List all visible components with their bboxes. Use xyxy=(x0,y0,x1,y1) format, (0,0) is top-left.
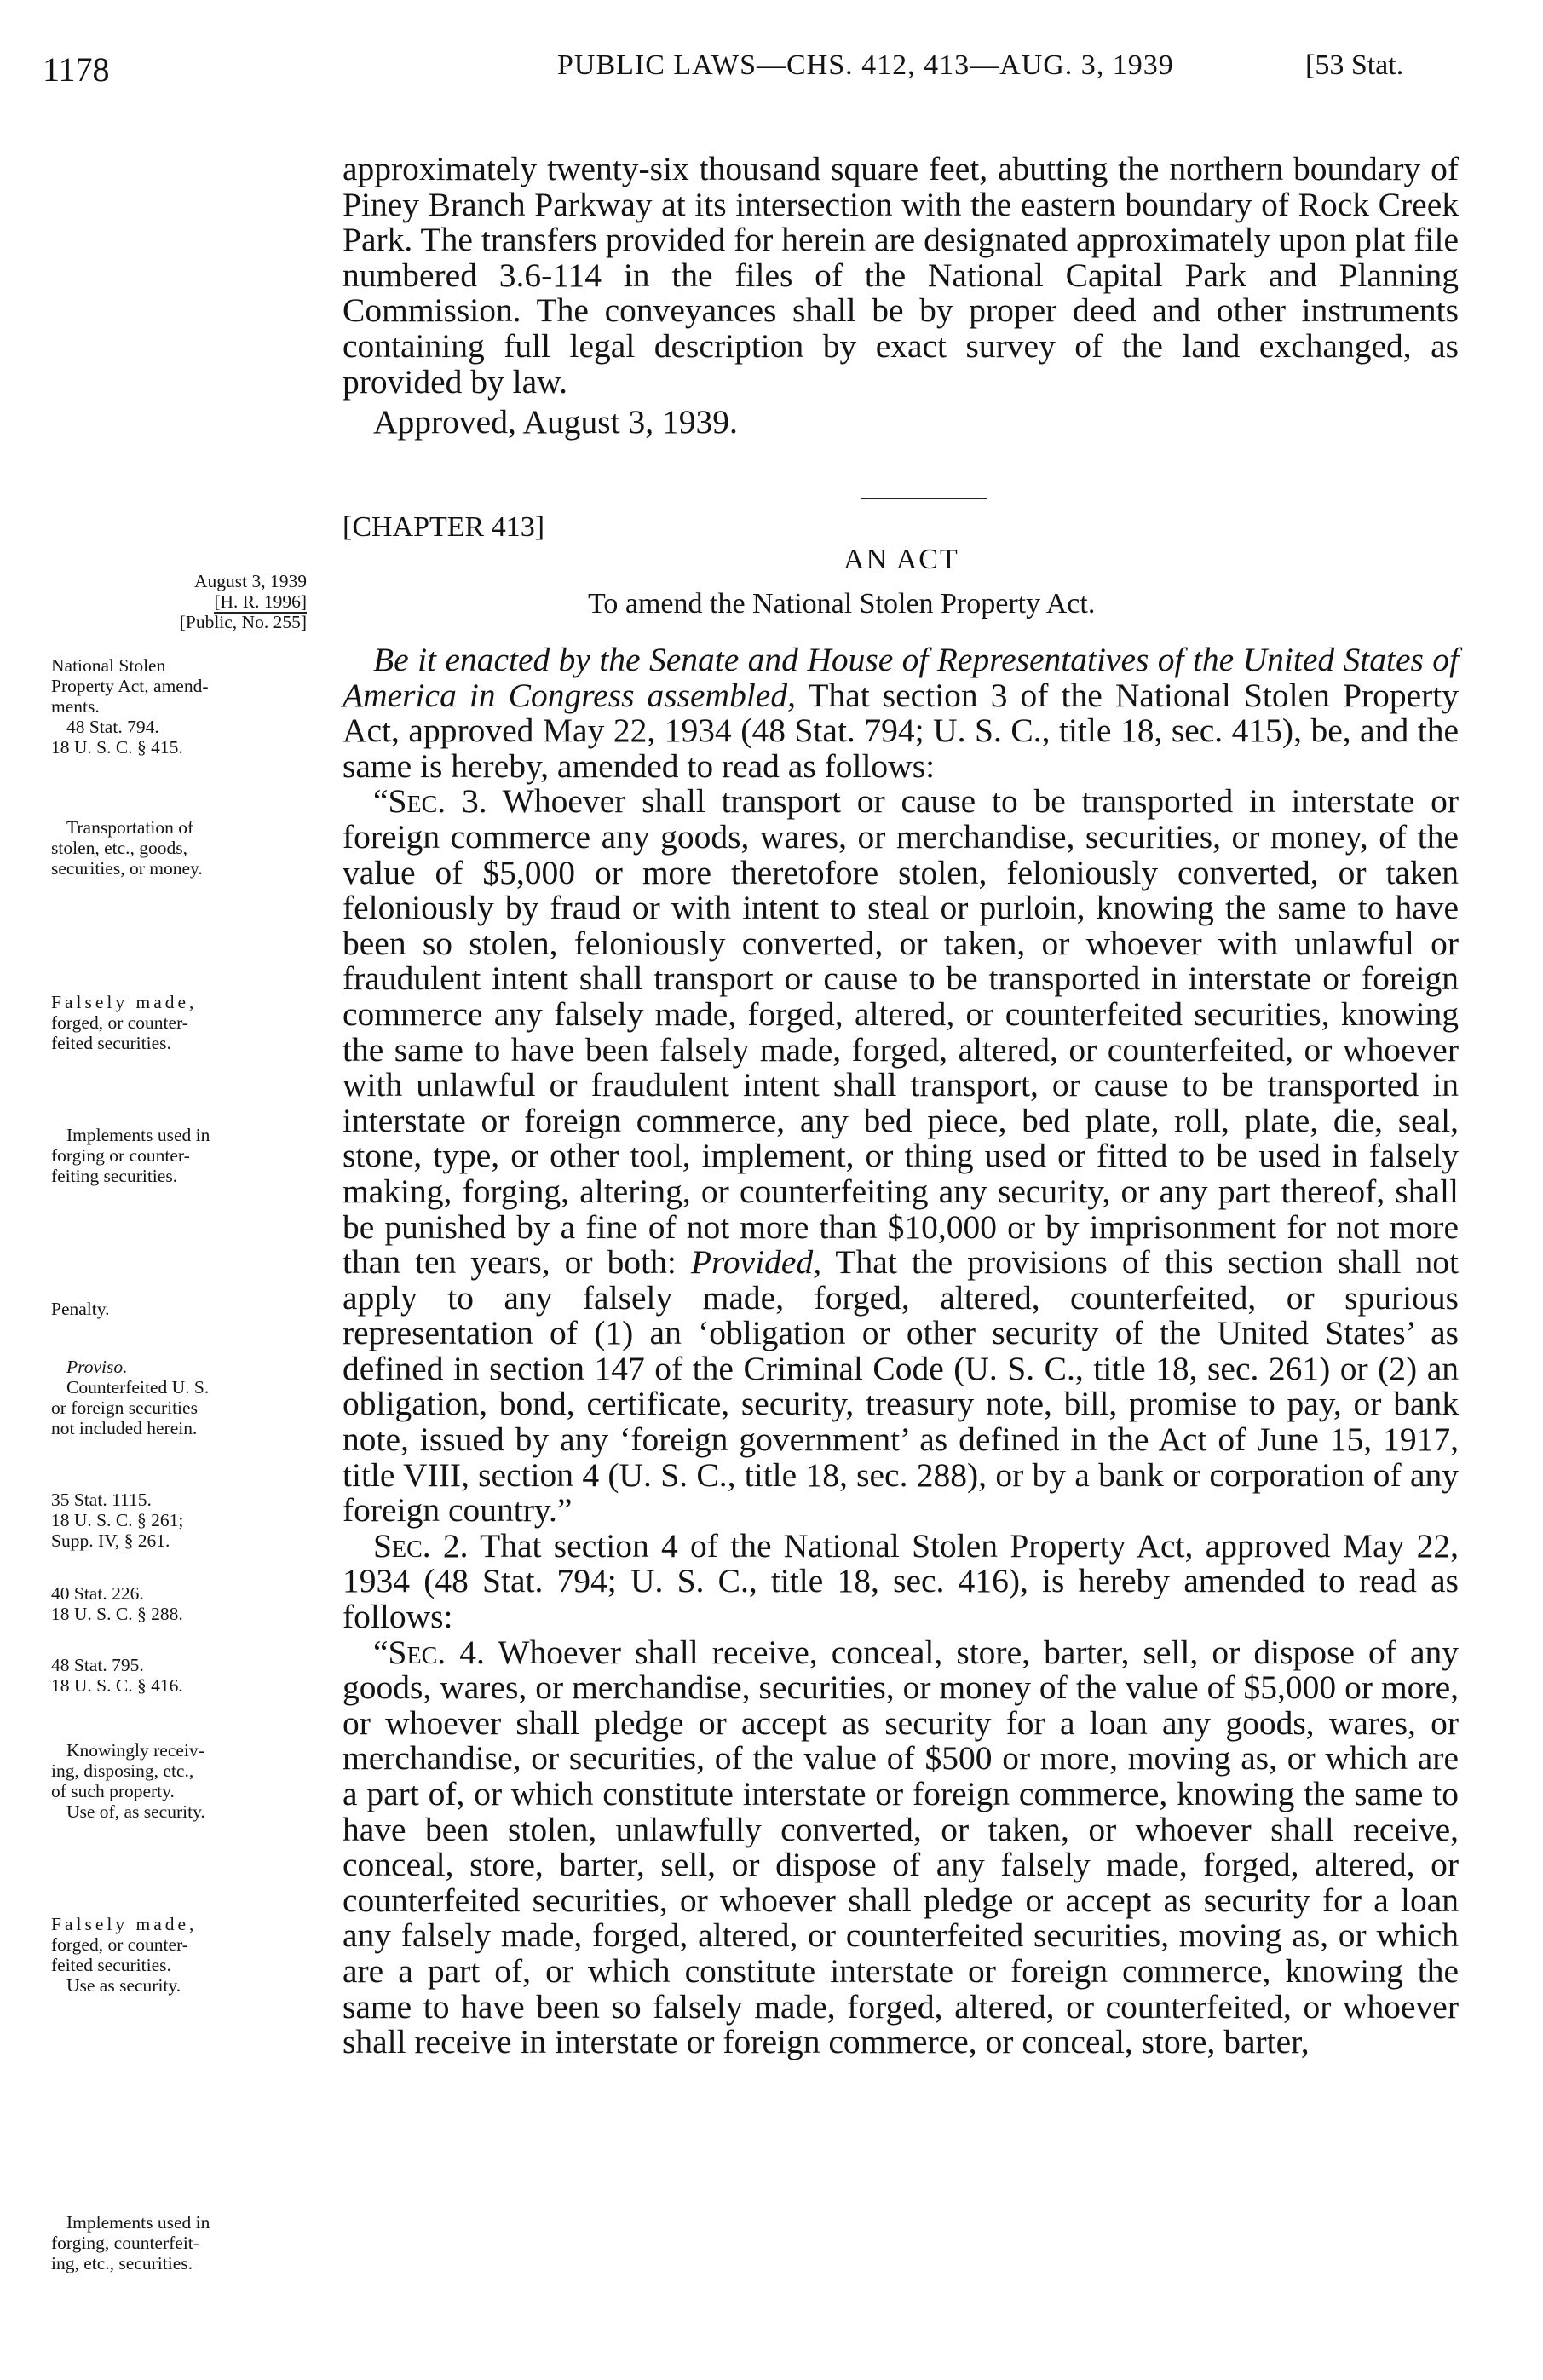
margin-note-implements xyxy=(51,1125,317,1186)
section-3-paragraph xyxy=(343,784,1459,1528)
margin-note-implements-securities xyxy=(51,2212,317,2273)
sec-2-text: That section 4 of the National Stolen Property Act, approved May 22, 1934 (48 Stat. 794; U. S. C., title 18, sec. 416), is hereby amended to read as follows: xyxy=(343,1526,1459,1636)
continuation-paragraph: approximately twenty-six thousand square feet, abutting the northern boundary of Piney Branch Parkway at its intersection with the eastern boundary of Rock Creek Park. The transfers provided for herein are designated approximately upon plat file numbered 3.6-114 in the files of the National Capital Park and Planning Commission. The conveyances shall be by proper deed and other instruments containing full legal description by exact survey of the land exchanged, as provided by law. xyxy=(343,150,1459,401)
margin-line: 18 U. S. C. § 415. xyxy=(51,737,183,758)
enacting-clause: Be it enacted by the Senate and House of Representatives of the United States of America in Congress assembled, xyxy=(343,641,1459,714)
margin-public-number: [Public, No. 255] xyxy=(179,612,307,632)
margin-line: forged, or counter- xyxy=(51,1934,188,1955)
margin-line: Penalty. xyxy=(51,1299,110,1319)
enacting-paragraph xyxy=(343,643,1459,784)
margin-note-falsely-made-security xyxy=(51,1914,317,1996)
margin-line: Falsely made, xyxy=(51,1914,198,1934)
margin-line: 18 U. S. C. § 261; xyxy=(51,1510,184,1530)
margin-line: forged, or counter- xyxy=(51,1012,188,1033)
running-head: PUBLIC LAWS—CHS. 412, 413—AUG. 3, 1939 xyxy=(557,49,1174,81)
margin-line: 18 U. S. C. § 416. xyxy=(51,1675,183,1696)
continuation-text xyxy=(343,152,1459,441)
page-number: 1178 xyxy=(43,50,110,89)
margin-line: Supp. IV, § 261. xyxy=(51,1530,170,1551)
margin-note-falsely-made xyxy=(51,992,317,1053)
margin-ref-1917-act xyxy=(51,1583,317,1624)
margin-bill-number: [H. R. 1996] xyxy=(214,591,307,612)
sec-2-label: Sec. 2. xyxy=(373,1526,469,1565)
section-4-text: Whoever shall receive, conceal, store, barter, sell, or dispose of any goods, wares, or merchandise, securities, or money of the value of $5,000 or more, or whoever shall pledge or accept as security for a loan any goods, wares, or merchandise, or securities, of the value of $500 or more, moving as, or which are a part of, or which constitute interstate or foreign commerce, knowing the same to have been stolen, unlawfully converted, or taken, or whoever shall receive, conceal, store, barter, sell, or dispose of any falsely made, forged, altered, or counterfeited securities, or whoever shall pledge or accept as security for a loan any falsely made, forged, altered, or counterfeited securities, moving as, or which are a part of, or which constitute interstate or foreign commerce, knowing the same to have been so falsely made, forged, altered, or counterfeited, or whoever shall receive in interstate or foreign commerce, or conceal, store, barter, xyxy=(343,1633,1459,2061)
margin-line: feited securities. xyxy=(51,1033,171,1053)
margin-line: Implements used in xyxy=(66,2212,210,2233)
margin-note-transportation xyxy=(51,817,317,879)
margin-line: feited securities. xyxy=(51,1955,171,1975)
margin-note-amendments xyxy=(51,655,317,758)
margin-ref-section-4 xyxy=(51,1655,317,1696)
section-4-paragraph xyxy=(343,1635,1459,2060)
section-3-label: “Sec. 3. xyxy=(373,782,487,821)
section-3-proviso: That the provisions of this section shall not apply to any falsely made, forged, altered, counterfeited, or spurious representation of (1) an ‘obligation or other security of the United States’ as defined in section 147 of the Criminal Code (U. S. C., title 18, sec. 261) or (2) an obligation, bond, certificate, security, treasury note, bill, promise to pay, or bank note, issued by any ‘foreign government’ as defined in the Act of June 15, 1917, title VIII, section 4 (U. S. C., title 18, sec. 288), or by a bank or corporation of any foreign country.” xyxy=(343,1243,1459,1530)
sec-2-paragraph xyxy=(343,1526,1459,1636)
margin-line: Use of, as security. xyxy=(66,1801,205,1822)
statute-reference: [53 Stat. xyxy=(1305,49,1404,81)
margin-line: National Stolen xyxy=(51,655,166,676)
margin-line: not included herein. xyxy=(51,1418,198,1438)
margin-line: Implements used in xyxy=(66,1125,210,1145)
margin-line: ing, etc., securities. xyxy=(51,2253,193,2273)
margin-line: forging, counterfeit- xyxy=(51,2233,199,2253)
margin-note-penalty xyxy=(51,1299,317,1319)
margin-line: 35 Stat. 1115. xyxy=(51,1490,152,1510)
act-title: To amend the National Stolen Property Act. xyxy=(588,588,1096,619)
margin-line: or foreign securities xyxy=(51,1397,198,1418)
margin-line: Knowingly receiv- xyxy=(66,1740,204,1761)
margin-line: Property Act, amend- xyxy=(51,676,209,696)
margin-line: stolen, etc., goods, xyxy=(51,838,188,858)
margin-line: 18 U. S. C. § 288. xyxy=(51,1604,183,1624)
margin-line: feiting securities. xyxy=(51,1166,178,1186)
margin-line: Proviso. xyxy=(66,1357,128,1377)
chapter-label: [CHAPTER 413] xyxy=(343,511,545,543)
section-divider xyxy=(861,498,987,499)
act-heading: AN ACT xyxy=(843,544,959,575)
margin-note-proviso xyxy=(51,1357,317,1438)
margin-line: ing, disposing, etc., xyxy=(51,1761,194,1781)
margin-line: 48 Stat. 794. xyxy=(66,717,159,737)
enacting-text: That section 3 of the National Stolen Property Act, approved May 22, 1934 (48 Stat. 794; U. S. C., title 18, sec. 415), be, and the same is hereby, amended to read as follows: xyxy=(343,676,1459,785)
act-body xyxy=(343,643,1459,2060)
margin-line: Transportation of xyxy=(66,817,194,838)
approval-line: Approved, August 3, 1939. xyxy=(373,403,738,441)
margin-ref-criminal-code xyxy=(51,1490,317,1551)
section-3-text: Whoever shall transport or cause to be transported in interstate or foreign commerce any goods, wares, or merchandise, securities, or money, of the value of $5,000 or more theretofore stolen, feloniously converted, or taken feloniously by fraud or with intent to steal or purloin, knowing the same to have been so stolen, feloniously converted, or taken, or whoever with unlawful or fraudulent intent shall transport or cause to be transported in interstate or foreign commerce any falsely made, forged, altered, or counterfeited securities, knowing the same to have been falsely made, forged, altered, or counterfeited, or whoever with unlawful or fraudulent intent shall transport, or cause to be transported in interstate or foreign commerce, any bed piece, bed plate, roll, plate, die, seal, stone, type, or other tool, implement, or thing used or fitted to be used in falsely making, forging, altering, or counterfeiting any security, or any part thereof, shall be punished by a fine of not more than $10,000 or by imprisonment for not more than ten years, or both: xyxy=(343,782,1459,1282)
margin-date: August 3, 1939 xyxy=(194,571,307,591)
margin-line: securities, or money. xyxy=(51,858,203,879)
margin-line: 48 Stat. 795. xyxy=(51,1655,144,1675)
margin-line: 40 Stat. 226. xyxy=(51,1583,144,1604)
margin-line: Falsely made, xyxy=(51,992,198,1012)
margin-line: forging or counter- xyxy=(51,1145,190,1166)
proviso-keyword: Provided, xyxy=(690,1243,822,1282)
margin-line: Use as security. xyxy=(66,1975,181,1996)
section-4-label: “Sec. 4. xyxy=(373,1633,485,1671)
margin-line: ments. xyxy=(51,696,100,717)
margin-note-receiving xyxy=(51,1740,317,1822)
margin-line: Counterfeited U. S. xyxy=(66,1377,210,1397)
margin-act-info xyxy=(51,571,307,632)
margin-line: of such property. xyxy=(51,1781,175,1801)
